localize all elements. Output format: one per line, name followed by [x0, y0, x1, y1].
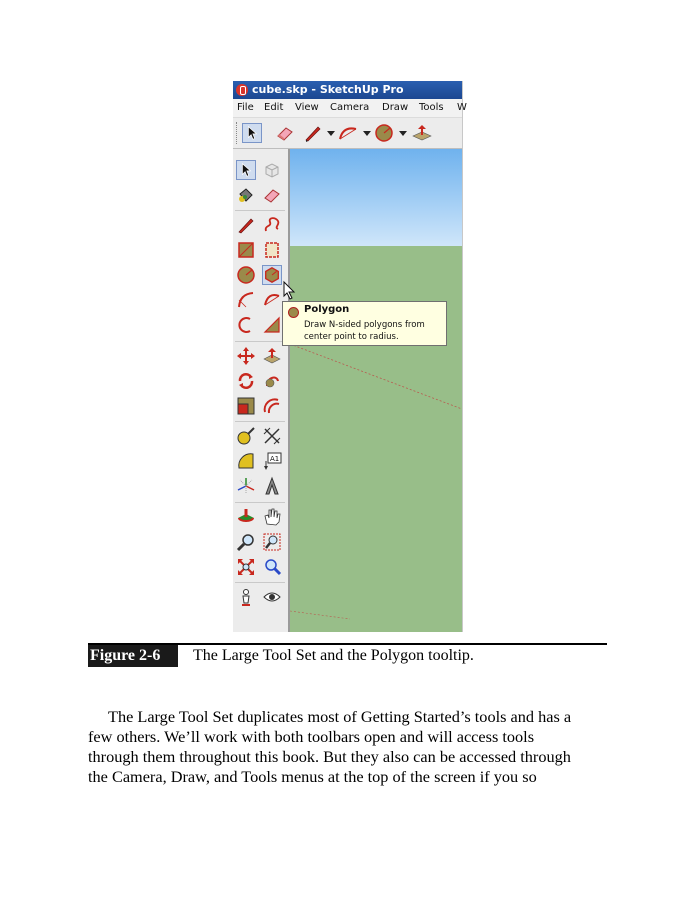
menu-camera[interactable]: Camera — [330, 102, 370, 113]
tool-orbit[interactable] — [236, 507, 256, 527]
circle-dropdown-caret[interactable] — [399, 131, 407, 136]
tool-zoom-extents[interactable] — [236, 557, 256, 577]
menu-file[interactable]: File — [237, 102, 254, 113]
follow-me-icon — [262, 371, 282, 391]
toolbar-circle-button[interactable] — [374, 123, 394, 143]
eraser-icon — [262, 185, 282, 205]
tool-group-divider — [235, 421, 285, 422]
tool-group-divider — [235, 582, 285, 583]
tool-eraser[interactable] — [262, 185, 282, 205]
select-icon — [237, 161, 255, 179]
body-text-line: through them throughout this book. But they also can be accessed through — [88, 747, 571, 766]
red-axis-line — [290, 149, 462, 632]
text-icon — [262, 451, 282, 471]
look-around-icon — [262, 587, 282, 607]
tooltip-description-line: center point to radius. — [304, 332, 399, 342]
tool-text[interactable] — [262, 451, 282, 471]
tool-polygon[interactable] — [262, 265, 282, 285]
push-pull-icon — [411, 123, 433, 143]
rotated-rectangle-icon — [262, 240, 282, 260]
tool-axes[interactable] — [236, 476, 256, 496]
tool-group-divider — [235, 502, 285, 503]
protractor-icon — [236, 451, 256, 471]
polygon-icon — [263, 266, 281, 284]
three-point-arc-icon — [262, 315, 282, 335]
body-text-line: few others. We’ll work with both toolbars open and will access tools — [88, 727, 535, 746]
mouse-pointer-icon — [283, 281, 297, 301]
tool-move[interactable] — [236, 346, 256, 366]
offset-icon — [262, 396, 282, 416]
axes-icon — [236, 476, 256, 496]
tool-freehand[interactable] — [262, 215, 282, 235]
menu-tools[interactable]: Tools — [419, 102, 444, 113]
paint-bucket-icon — [236, 185, 256, 205]
window-title-bar — [233, 81, 462, 99]
line-icon — [236, 215, 256, 235]
dimension-icon — [262, 426, 282, 446]
menu-view[interactable]: View — [295, 102, 319, 113]
tool-group-divider — [235, 210, 285, 211]
figure-label: Figure 2-6 — [88, 645, 178, 667]
eraser-icon — [275, 123, 295, 143]
pie-icon — [236, 315, 256, 335]
tool-scale[interactable] — [236, 396, 256, 416]
tool-make-component[interactable] — [262, 160, 282, 180]
polygon-tooltip — [282, 301, 447, 346]
push-pull-icon — [262, 346, 282, 366]
pencil-icon — [303, 123, 323, 143]
position-camera-icon — [236, 587, 256, 607]
rotate-icon — [236, 371, 256, 391]
body-text-line: the Camera, Draw, and Tools menus at the top of the screen if you so — [88, 767, 537, 786]
circle-icon — [374, 123, 394, 143]
menu-draw[interactable]: Draw — [382, 102, 409, 113]
modeling-viewport[interactable] — [290, 149, 462, 632]
tool-position-camera[interactable] — [236, 587, 256, 607]
orbit-icon — [236, 507, 256, 527]
toolbar-arc-button[interactable] — [337, 123, 357, 143]
large-tool-set — [233, 149, 290, 632]
tool-select[interactable] — [236, 160, 256, 180]
tool-group-divider — [235, 341, 285, 342]
arc-icon — [337, 123, 359, 143]
tool-3d-text[interactable] — [262, 476, 282, 496]
toolbar-pencil-button[interactable] — [303, 123, 323, 143]
tool-previous-view[interactable] — [262, 557, 282, 577]
pan-icon — [262, 507, 282, 527]
toolbar-select-button[interactable] — [242, 123, 262, 143]
tool-arc[interactable] — [236, 290, 256, 310]
tool-zoom[interactable] — [236, 532, 256, 552]
zoom-extents-icon — [236, 557, 256, 577]
scale-icon — [236, 396, 256, 416]
tool-two-point-arc[interactable] — [262, 290, 282, 310]
rectangle-icon — [236, 240, 256, 260]
svg-text:A1: A1 — [270, 455, 280, 463]
toolbar-push-pull-button[interactable] — [411, 123, 431, 143]
move-icon — [236, 346, 256, 366]
body-text-line: The Large Tool Set duplicates most of Getting Started’s tools and has a — [108, 707, 572, 726]
3d-text-icon — [262, 476, 282, 496]
tool-rectangle[interactable] — [236, 240, 256, 260]
arc-dropdown-caret[interactable] — [363, 131, 371, 136]
tooltip-title: Polygon — [304, 304, 350, 315]
menu-window[interactable]: W — [457, 102, 467, 113]
freehand-icon — [262, 215, 282, 235]
tooltip-description-line: Draw N-sided polygons from — [304, 320, 425, 330]
tool-protractor[interactable] — [236, 451, 256, 471]
tool-zoom-window[interactable] — [262, 532, 282, 552]
tool-follow-me[interactable] — [262, 371, 282, 391]
tool-pan[interactable] — [262, 507, 282, 527]
sketchup-logo-icon — [236, 84, 248, 96]
arc-icon — [236, 290, 256, 310]
tool-offset[interactable] — [262, 396, 282, 416]
getting-started-toolbar — [233, 118, 462, 149]
menu-bar — [233, 99, 467, 118]
toolbar-grip[interactable] — [236, 122, 240, 144]
sketchup-screenshot — [233, 81, 467, 632]
tool-push-pull[interactable] — [262, 346, 282, 366]
zoom-window-icon — [262, 532, 282, 552]
toolbar-eraser-button[interactable] — [275, 123, 295, 143]
select-icon — [243, 124, 261, 142]
tool-circle[interactable] — [236, 265, 256, 285]
tool-three-point-arc[interactable] — [262, 315, 282, 335]
window-title: cube.skp - SketchUp Pro — [252, 83, 404, 96]
polygon-icon — [288, 307, 299, 318]
tool-look-around[interactable] — [262, 587, 282, 607]
previous-view-icon — [262, 557, 282, 577]
two-point-arc-icon — [262, 290, 282, 310]
tool-dimension[interactable] — [262, 426, 282, 446]
component-icon — [262, 160, 282, 180]
tape-measure-icon — [236, 426, 256, 446]
zoom-icon — [236, 532, 256, 552]
tool-pie[interactable] — [236, 315, 256, 335]
figure-caption: The Large Tool Set and the Polygon tooltip. — [193, 647, 474, 664]
tool-rotate[interactable] — [236, 371, 256, 391]
tool-rotated-rectangle[interactable] — [262, 240, 282, 260]
tool-paint-bucket[interactable] — [236, 185, 256, 205]
tool-line[interactable] — [236, 215, 256, 235]
circle-icon — [236, 265, 256, 285]
pencil-dropdown-caret[interactable] — [327, 131, 335, 136]
tool-tape-measure[interactable] — [236, 426, 256, 446]
menu-edit[interactable]: Edit — [264, 102, 284, 113]
